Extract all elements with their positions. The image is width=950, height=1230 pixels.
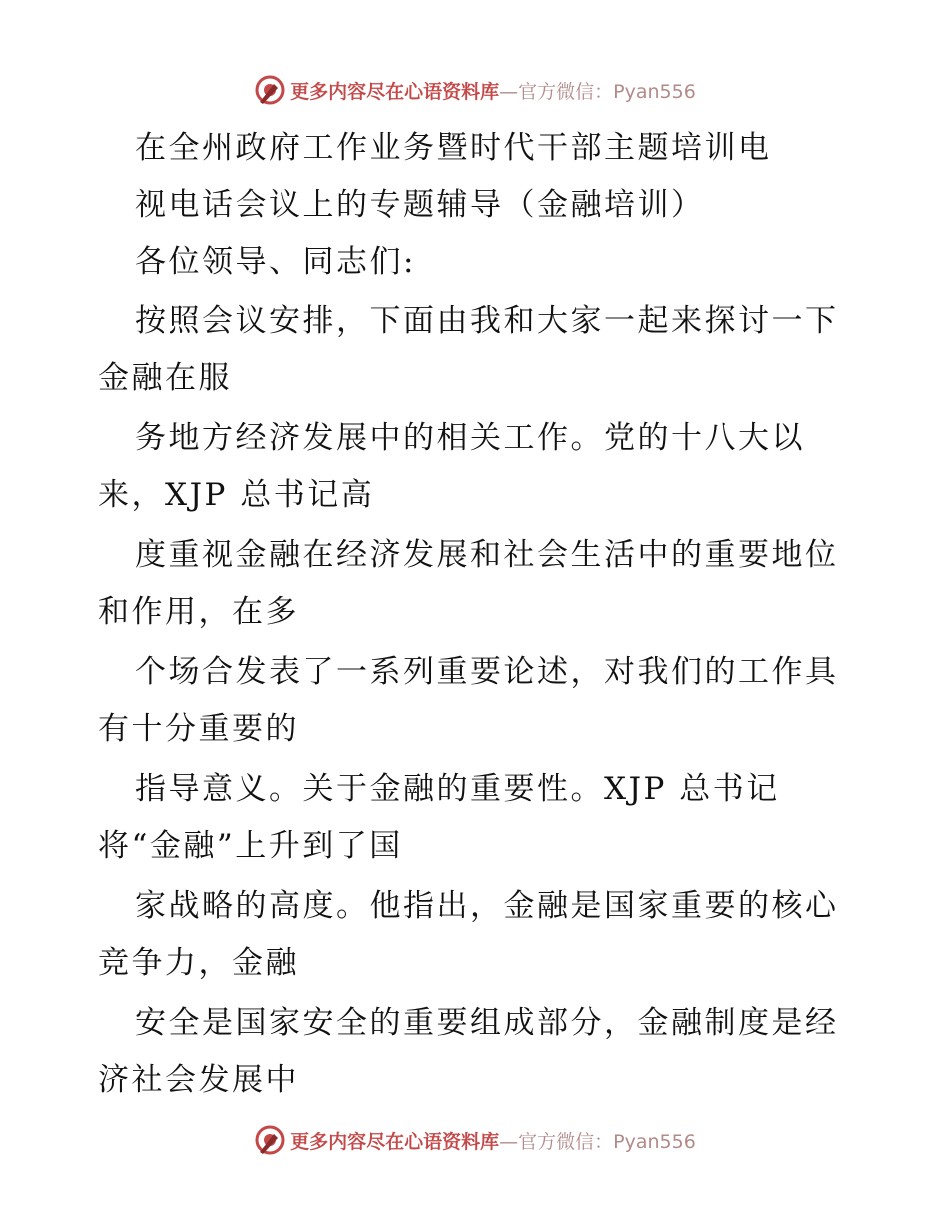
footer-banner xyxy=(0,1120,950,1160)
document-title-line-2: 视电话会议上的专题辅导（金融培训） xyxy=(135,187,705,223)
header-banner-title: 更多内容尽在心语资料库 xyxy=(290,80,500,103)
pen-logo-icon xyxy=(254,1124,286,1156)
footer-banner-text xyxy=(290,1127,696,1154)
paragraph-line: 来，XJP 总书记高 xyxy=(98,477,375,513)
paragraph-line: 家战略的高度。他指出，金融是国家重要的核心 xyxy=(135,888,839,924)
paragraph-line: 安全是国家安全的重要组成部分，金融制度是经 xyxy=(135,1005,839,1041)
footer-banner-separator: — xyxy=(499,1130,519,1153)
footer-banner-contact: 官方微信：Pyan556 xyxy=(518,1130,696,1153)
paragraph-line: 竞争力，金融 xyxy=(98,945,299,981)
header-banner-contact: 官方微信：Pyan556 xyxy=(518,80,696,103)
footer-banner-title: 更多内容尽在心语资料库 xyxy=(290,1130,500,1153)
paragraph-line: 有十分重要的 xyxy=(98,711,299,747)
paragraph-line: 务地方经济发展中的相关工作。党的十八大以 xyxy=(135,420,805,456)
document-title-line-1: 在全州政府工作业务暨时代干部主题培训电 xyxy=(135,130,772,166)
paragraph-line: 度重视金融在经济发展和社会生活中的重要地位 xyxy=(135,537,839,573)
paragraph-line: 指导意义。关于金融的重要性。XJP 总书记 xyxy=(135,771,780,807)
paragraph-line: 金融在服 xyxy=(98,360,232,396)
salutation: 各位领导、同志们: xyxy=(135,244,416,280)
header-banner-separator: — xyxy=(499,80,519,103)
paragraph-line: 将“金融”上升到了国 xyxy=(98,828,403,864)
paragraph-line: 按照会议安排，下面由我和大家一起来探讨一下 xyxy=(135,303,839,339)
paragraph-line: 和作用，在多 xyxy=(98,594,299,630)
paragraph-line: 个场合发表了一系列重要论述，对我们的工作具 xyxy=(135,654,839,690)
paragraph-line: 济社会发展中 xyxy=(98,1062,299,1098)
